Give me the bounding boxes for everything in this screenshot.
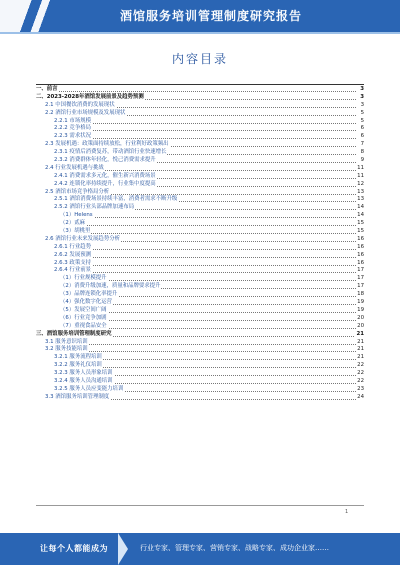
toc-entry-title: 2.6.2 发展预测: [54, 251, 91, 258]
toc-leader-dots: [70, 265, 356, 266]
toc-entry-title: 2.5.1 酒馆消费场景持续丰富，消费者需求不断升级: [54, 196, 178, 203]
toc-entry[interactable]: [36, 165, 364, 173]
toc-entry[interactable]: [36, 315, 364, 323]
toc-entry-page: 22: [357, 370, 364, 377]
toc-entry[interactable]: [36, 307, 364, 315]
toc-entry-title: （3）胡桃里: [60, 228, 91, 235]
toc-entry-title: 2.4 行业发展机遇与挑战: [45, 164, 104, 171]
toc-entry-page: 8: [360, 149, 364, 156]
toc-entry[interactable]: [36, 283, 364, 291]
toc-entry-page: 17: [357, 267, 364, 274]
toc-entry-title: 2.5.2 酒馆行业头部品牌加速布局: [54, 204, 135, 211]
toc-entry-page: 20: [357, 314, 364, 321]
toc-entry-page: 3: [360, 93, 364, 100]
toc-entry-page: 21: [357, 338, 364, 345]
toc-entry-page: 11: [357, 172, 364, 179]
toc-entry-title: 三、酒馆服务培训管理制度研究: [36, 330, 112, 337]
toc-entry-page: 16: [357, 251, 364, 258]
header-banner: [0, 0, 400, 32]
toc-entry-page: 16: [357, 259, 364, 266]
toc-entry-page: 7: [360, 141, 364, 148]
toc-entry-page: 17: [357, 275, 364, 282]
toc-entry[interactable]: [36, 299, 364, 307]
toc-entry-title: （3）品牌连锁化率提升: [60, 291, 118, 298]
toc-entry-title: 3.2.3 服务人员形象培训: [54, 370, 113, 377]
toc-leader-dots: [62, 170, 356, 171]
toc-entry-page: 14: [357, 212, 364, 219]
toc-entry-page: 14: [357, 204, 364, 211]
toc-leader-dots: [76, 280, 356, 281]
toc-entry[interactable]: [36, 141, 364, 149]
footer-arrow-icon: [118, 533, 128, 565]
toc-entry-title: （1）行业规模提升: [60, 275, 107, 282]
toc-entry[interactable]: [36, 378, 364, 386]
toc-entry-page: 16: [357, 235, 364, 242]
toc-entry[interactable]: [36, 386, 364, 394]
toc-entry-title: （5）发展空间广阔: [60, 306, 107, 313]
toc-entry[interactable]: [36, 86, 364, 94]
toc-entry-title: 2.6.3 政策支持: [54, 259, 91, 266]
toc-entry-page: 11: [357, 164, 364, 171]
toc-entry-title: （7）重视食品安全: [60, 322, 107, 329]
toc-entry[interactable]: [36, 394, 364, 402]
toc-leader-dots: [70, 130, 356, 131]
footer-slogan: 让每个人都能成为: [40, 544, 108, 553]
toc-entry-page: 24: [357, 393, 364, 400]
toc-entry-title: 2.4.1 消费需求多元化，催生新兴消费场景: [54, 172, 156, 179]
toc-entry-title: （6）行业竞争加剧: [60, 314, 107, 321]
toc-entry-page: 23: [357, 385, 364, 392]
toc-leader-dots: [76, 312, 356, 313]
toc-entry[interactable]: [36, 102, 364, 110]
toc-leader-dots: [70, 123, 356, 124]
toc-leader-dots: [70, 272, 356, 273]
toc-entry-title: （1）Helens: [60, 212, 93, 219]
toc-entry[interactable]: [36, 220, 364, 228]
toc-entry-page: 19: [357, 299, 364, 306]
toc-entry[interactable]: [36, 212, 364, 220]
toc-entry[interactable]: [36, 370, 364, 378]
toc-leader-dots: [76, 304, 356, 305]
toc-entry-page: 5: [360, 117, 364, 124]
toc-leader-dots: [76, 328, 356, 329]
toc-entry-page: 21: [357, 346, 364, 353]
toc-entry-page: 6: [360, 133, 364, 140]
toc-entry-title: 3.2.4 服务人员沟通培训: [54, 377, 113, 384]
toc-entry-title: 2.2.2 竞争格局: [54, 125, 91, 132]
toc-entry-page: 3: [360, 101, 364, 108]
toc-leader-dots: [70, 359, 356, 360]
footer-banner: [0, 533, 400, 565]
toc-entry-title: 2.2 酒馆行业市场规模及发展现状: [45, 109, 126, 116]
toc-entry-title: 3.2 服务技能培训: [45, 346, 88, 353]
toc-leader-dots: [54, 91, 356, 92]
toc-entry-title: 二、2023-2028年酒馆发展前景及趋势预测: [36, 93, 144, 100]
toc-entry-page: 21: [357, 354, 364, 361]
toc-entry[interactable]: [36, 228, 364, 236]
toc-entry-title: 3.3 酒馆服务培训管理制度: [45, 393, 110, 400]
toc-entry-page: 21: [356, 330, 364, 337]
toc-entry-page: 3: [360, 86, 364, 92]
banner-underline: [0, 32, 400, 34]
toc-entry[interactable]: [36, 354, 364, 362]
toc-entry[interactable]: [36, 252, 364, 260]
toc-leader-dots: [62, 344, 356, 345]
toc-leader-dots: [76, 233, 356, 234]
toc-entry-page: 6: [360, 125, 364, 132]
toc-entry-page: 9: [360, 157, 364, 164]
toc-entry[interactable]: [36, 149, 364, 157]
toc-entry-page: 22: [357, 377, 364, 384]
toc-entry-title: 2.2.3 需求状况: [54, 133, 91, 140]
toc-entry-title: （2）贰麻: [60, 220, 85, 227]
toc-leader-dots: [70, 138, 356, 139]
toc-entry-title: 2.6.1 行业趋势: [54, 243, 91, 250]
toc-entry[interactable]: [36, 291, 364, 299]
toc-bottom-rule: [36, 505, 364, 506]
toc-entry[interactable]: [36, 244, 364, 252]
toc-entry[interactable]: [36, 362, 364, 370]
toc-entry[interactable]: [36, 323, 364, 331]
toc-entry-page: 18: [357, 291, 364, 298]
toc-entry[interactable]: [36, 331, 364, 339]
toc-entry-title: （2）消费升级加速，质量和品牌要求提升: [60, 283, 161, 290]
banner-decoration: [0, 0, 120, 32]
toc-entry-page: 15: [357, 220, 364, 227]
toc-entry-page: 13: [357, 188, 364, 195]
toc-entry-title: （4）强化数字化运营: [60, 299, 112, 306]
toc-leader-dots: [76, 320, 356, 321]
toc-entry-page: 19: [357, 306, 364, 313]
toc-leader-dots: [70, 367, 356, 368]
toc-entry-title: 2.2.1 市场规模: [54, 117, 91, 124]
table-of-contents: [36, 86, 364, 402]
toc-entry-title: 2.4.2 连锁化率持续提升，行业集中度提高: [54, 180, 156, 187]
toc-entry-title: 2.3 发展机遇：政策面持续放松，行业利好政策频出: [45, 141, 169, 148]
toc-entry-page: 12: [357, 180, 364, 187]
toc-entry-page: 17: [357, 283, 364, 290]
toc-entry-title: 2.5 酒馆市场竞争格局分析: [45, 188, 110, 195]
toc-leader-dots: [76, 225, 356, 226]
toc-top-rule: [36, 84, 364, 85]
toc-entry[interactable]: [36, 94, 364, 102]
toc-entry-page: 15: [357, 228, 364, 235]
toc-entry[interactable]: [36, 110, 364, 118]
footer-tagline: 行业专家、管理专家、营销专家、战略专家、成功企业家……: [140, 544, 329, 552]
toc-leader-dots: [70, 249, 356, 250]
toc-entry-title: 3.2.2 服务礼仪培训: [54, 362, 102, 369]
toc-entry-page: 20: [357, 322, 364, 329]
toc-entry-title: 2.1 中国餐饮消费的发展现状: [45, 101, 115, 108]
toc-entry-title: 3.1 服务意识培训: [45, 338, 88, 345]
toc-entry-title: 2.3.2 消费群体年轻化，悦己消费需求提升: [54, 157, 156, 164]
page-number: 1: [345, 509, 349, 515]
toc-entry-page: 5: [360, 109, 364, 116]
toc-entry-page: 13: [357, 196, 364, 203]
toc-entry-page: 16: [357, 243, 364, 250]
toc-title: 内容目录: [171, 52, 228, 66]
toc-entry-title: 2.6 酒馆行业未来发展趋势分析: [45, 235, 120, 242]
toc-leader-dots: [70, 257, 356, 258]
toc-entry-title: 3.2.5 服务人员应变能力培训: [54, 385, 124, 392]
toc-entry-title: 2.3.1 疫情后消费复苏，带动酒馆行业快速增长: [54, 149, 167, 156]
toc-entry-page: 22: [357, 362, 364, 369]
toc-entry[interactable]: [36, 236, 364, 244]
document-title: 酒馆服务培训管理制度研究报告: [120, 9, 303, 23]
toc-entry-title: 一、前言: [36, 86, 58, 92]
toc-entry-title: 2.6.4 行业前景: [54, 267, 91, 274]
toc-entry[interactable]: [36, 157, 364, 165]
toc-leader-dots: [62, 351, 356, 352]
toc-leader-dots: [76, 217, 356, 218]
toc-entry[interactable]: [36, 181, 364, 189]
toc-entry[interactable]: [36, 173, 364, 181]
toc-entry-title: 3.2.1 服务流程培训: [54, 354, 102, 361]
